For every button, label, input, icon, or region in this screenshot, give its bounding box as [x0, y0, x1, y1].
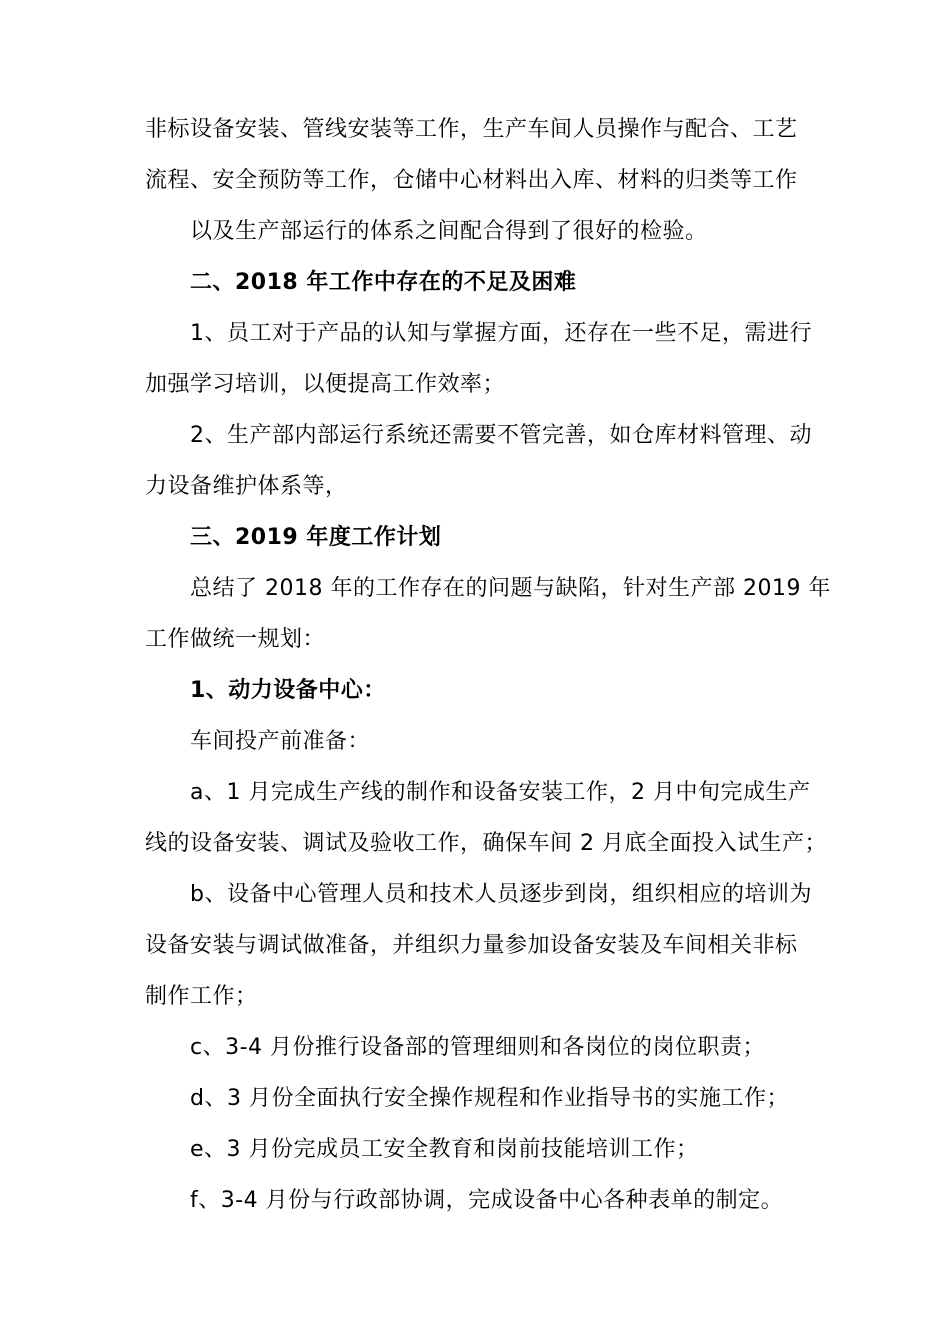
list-item: d、3 月份全面执行安全操作规程和作业指导书的实施工作；: [190, 1086, 789, 1111]
list-item: e、3 月份完成员工安全教育和岗前技能培训工作；: [190, 1137, 699, 1162]
section-heading: 三、2019 年度工作计划: [190, 525, 442, 550]
paragraph-line: 非标设备安装、管线安装等工作，生产车间人员操作与配合、工艺: [145, 117, 798, 142]
paragraph-line: 以及生产部运行的体系之间配合得到了很好的检验。: [190, 219, 708, 244]
list-item-continuation: 线的设备安装、调试及验收工作，确保车间 2 月底全面投入试生产；: [145, 831, 827, 856]
section-heading: 二、2018 年工作中存在的不足及困难: [190, 270, 577, 295]
list-item: a、1 月完成生产线的制作和设备安装工作，2 月中旬完成生产: [190, 780, 811, 805]
paragraph-line: 2、生产部内部运行系统还需要不管完善，如仓库材料管理、动: [190, 423, 812, 448]
paragraph-line: 车间投产前准备：: [190, 729, 371, 754]
list-item-continuation: 制作工作；: [145, 984, 258, 1009]
paragraph-line: 1、员工对于产品的认知与掌握方面，还存在一些不足，需进行: [190, 321, 812, 346]
paragraph-line: 力设备维护体系等，: [145, 474, 348, 499]
subsection-heading: 1、动力设备中心：: [190, 678, 386, 703]
list-item-continuation: 设备安装与调试做准备，并组织力量参加设备安装及车间相关非标: [145, 933, 798, 958]
paragraph-line: 加强学习培训，以便提高工作效率；: [145, 372, 506, 397]
paragraph-line: 总结了 2018 年的工作存在的问题与缺陷，针对生产部 2019 年: [190, 576, 831, 601]
paragraph-line: 流程、安全预防等工作，仓储中心材料出入库、材料的归类等工作: [145, 168, 798, 193]
list-item: c、3-4 月份推行设备部的管理细则和各岗位的岗位职责；: [190, 1035, 766, 1060]
paragraph-line: 工作做统一规划：: [145, 627, 326, 652]
list-item: b、设备中心管理人员和技术人员逐步到岗，组织相应的培训为: [190, 882, 812, 907]
list-item: f、3-4 月份与行政部协调，完成设备中心各种表单的制定。: [190, 1188, 784, 1213]
